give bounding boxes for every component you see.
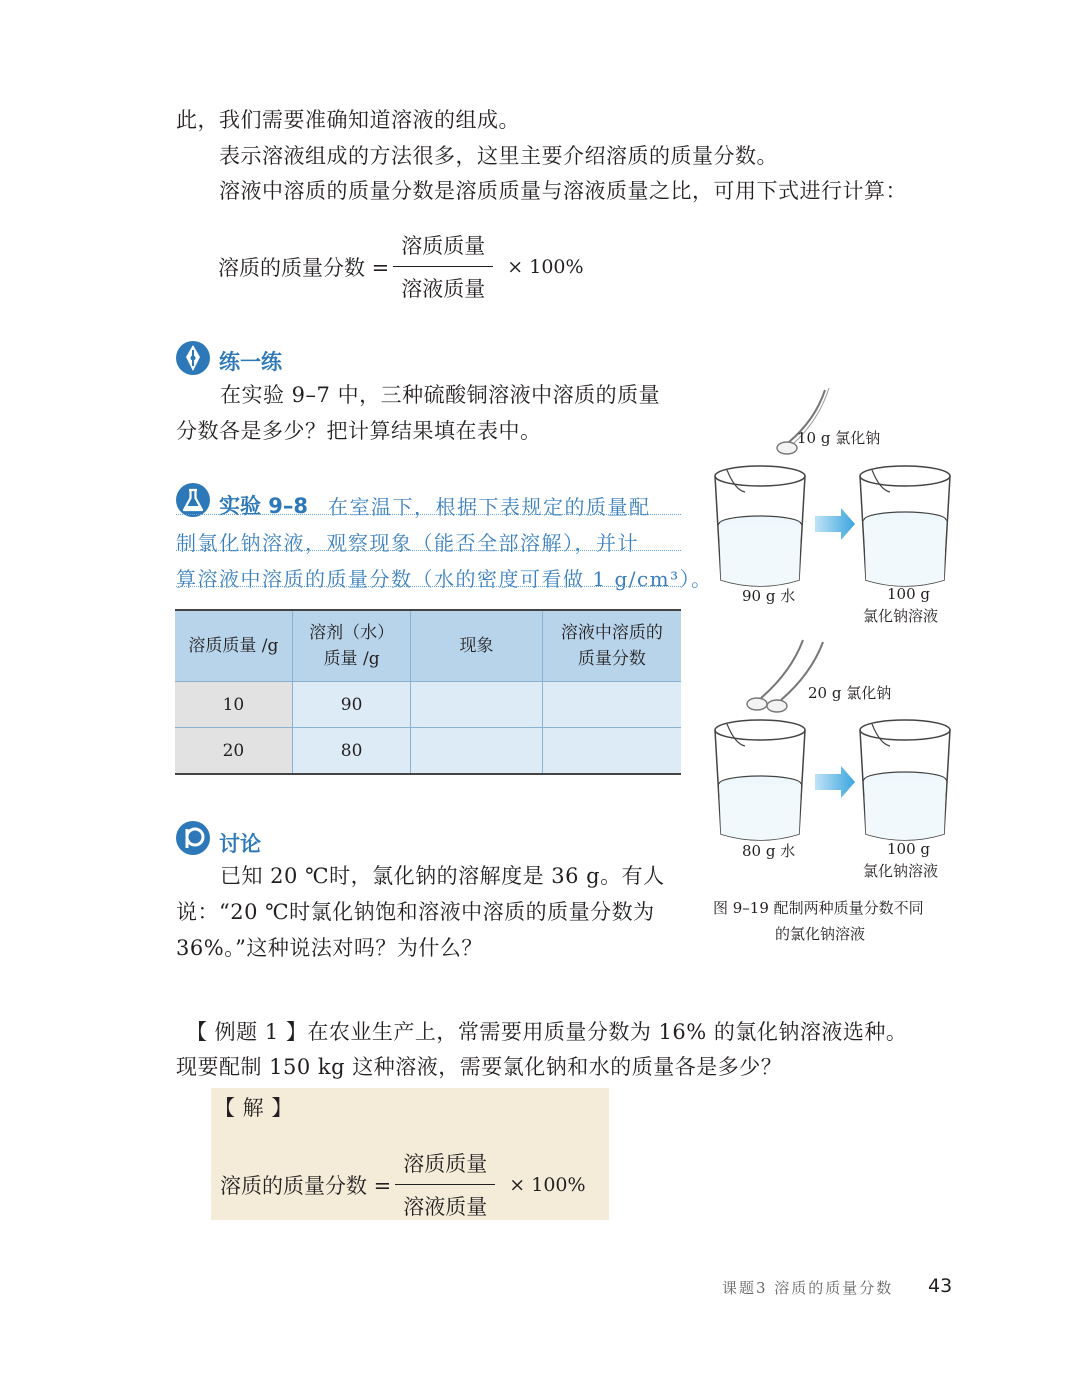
- experiment-title: 实验 9–8: [219, 494, 309, 518]
- label-solution-top: 氯化钠溶液: [863, 607, 939, 625]
- header-fraction-line-1: 溶液中溶质的: [560, 622, 663, 643]
- dotted-underline: [176, 514, 681, 515]
- formula-multiplier: × 100%: [507, 255, 584, 278]
- beaker-icon: [715, 720, 805, 840]
- label-100g-top: 100 g: [887, 585, 931, 603]
- arrow-right-icon: [815, 766, 855, 798]
- mass-fraction-formula: [218, 230, 584, 303]
- example-line-2: 现要配制 150 kg 这种溶液，需要氯化钠和水的质量各是多少？: [176, 1055, 783, 1079]
- experiment-line-2: 制氯化钠溶液，观察现象（能否全部溶解），并计: [176, 531, 639, 555]
- discussion-icon: [175, 820, 211, 856]
- cell-solvent: 90: [292, 682, 411, 728]
- header-mass-fraction: [542, 610, 681, 682]
- beaker-icon: [860, 466, 950, 586]
- practice-pen-icon: [175, 340, 211, 376]
- header-solute-mass: 溶质质量 /g: [175, 610, 292, 682]
- answer-formula: [220, 1148, 586, 1221]
- label-20g-salt: 20 g 氯化钠: [808, 684, 892, 702]
- cell-phenomenon: [411, 728, 542, 775]
- example-line-1: 【 例题 1 】在农业生产上，常需要用质量分数为 16% 的氯化钠溶液选种。: [186, 1020, 908, 1044]
- answer-formula-label: 溶质的质量分数 =: [220, 1173, 392, 1198]
- answer-formula-multiplier: × 100%: [509, 1173, 586, 1196]
- header-phenomenon: 现象: [411, 610, 542, 682]
- discussion-line-3: 36%。”这种说法对吗？为什么？: [176, 936, 483, 960]
- header-solvent-line-2: 质量 /g: [323, 649, 380, 669]
- header-solvent-line-1: 溶剂（水）: [309, 622, 395, 643]
- intro-line-3: 溶液中溶质的质量分数是溶质质量与溶液质量之比，可用下式进行计算：: [219, 179, 907, 203]
- label-90g-water: 90 g 水: [742, 587, 796, 605]
- footer-lesson-title: 课题3 溶质的质量分数: [722, 1279, 894, 1297]
- figure-caption-line-2: 的氯化钠溶液: [775, 925, 866, 943]
- beaker-icon: [860, 720, 950, 840]
- practice-line-1: 在实验 9–7 中，三种硫酸铜溶液中溶质的质量: [220, 383, 661, 407]
- beaker-icon: [715, 466, 805, 586]
- arrow-right-icon: [815, 508, 855, 540]
- answer-formula-denominator: 溶液质量: [403, 1195, 488, 1219]
- flask-icon: [175, 482, 211, 518]
- dotted-underline: [176, 550, 681, 551]
- discussion-line-1: 已知 20 ℃时，氯化钠的溶解度是 36 g。有人: [220, 864, 665, 888]
- label-10g-salt: 10 g 氯化钠: [797, 429, 881, 447]
- table-row: [175, 728, 681, 775]
- beaker-figure: [705, 380, 965, 900]
- cell-fraction: [542, 682, 681, 728]
- label-80g-water: 80 g 水: [742, 842, 796, 860]
- discussion-title: 讨论: [219, 832, 261, 856]
- header-fraction-line-2: 质量分数: [577, 649, 646, 669]
- cell-fraction: [542, 728, 681, 775]
- table-header-row: [175, 610, 681, 682]
- label-solution-bottom: 氯化钠溶液: [863, 862, 939, 880]
- formula-label: 溶质的质量分数 =: [218, 255, 390, 280]
- practice-title: 练一练: [219, 350, 282, 374]
- dotted-underline: [176, 586, 681, 587]
- answer-label: 【 解 】: [214, 1096, 293, 1120]
- answer-formula-numerator: 溶质质量: [395, 1148, 495, 1185]
- cell-solute: 20: [175, 728, 292, 775]
- intro-line-2: 表示溶液组成的方法很多，这里主要介绍溶质的质量分数。: [219, 144, 778, 168]
- experiment-table: [175, 609, 681, 775]
- experiment-line-1: 在室温下，根据下表规定的质量配: [328, 495, 651, 519]
- cell-solute: 10: [175, 682, 292, 728]
- header-solvent-mass: [292, 610, 411, 682]
- discussion-line-2: 说：“20 ℃时氯化钠饱和溶液中溶质的质量分数为: [176, 900, 655, 924]
- formula-numerator: 溶质质量: [393, 230, 493, 267]
- page-number: 43: [928, 1275, 953, 1297]
- intro-line-1: 此，我们需要准确知道溶液的组成。: [176, 108, 520, 132]
- practice-line-2: 分数各是多少？把计算结果填在表中。: [176, 419, 542, 443]
- experiment-line-3: 算溶液中溶质的质量分数（水的密度可看做 1 g/cm³）。: [176, 567, 713, 591]
- cell-solvent: 80: [292, 728, 411, 775]
- label-100g-bottom: 100 g: [887, 840, 931, 858]
- figure-caption-line-1: 图 9–19 配制两种质量分数不同: [713, 899, 924, 917]
- table-row: [175, 682, 681, 728]
- cell-phenomenon: [411, 682, 542, 728]
- formula-denominator: 溶液质量: [401, 277, 486, 301]
